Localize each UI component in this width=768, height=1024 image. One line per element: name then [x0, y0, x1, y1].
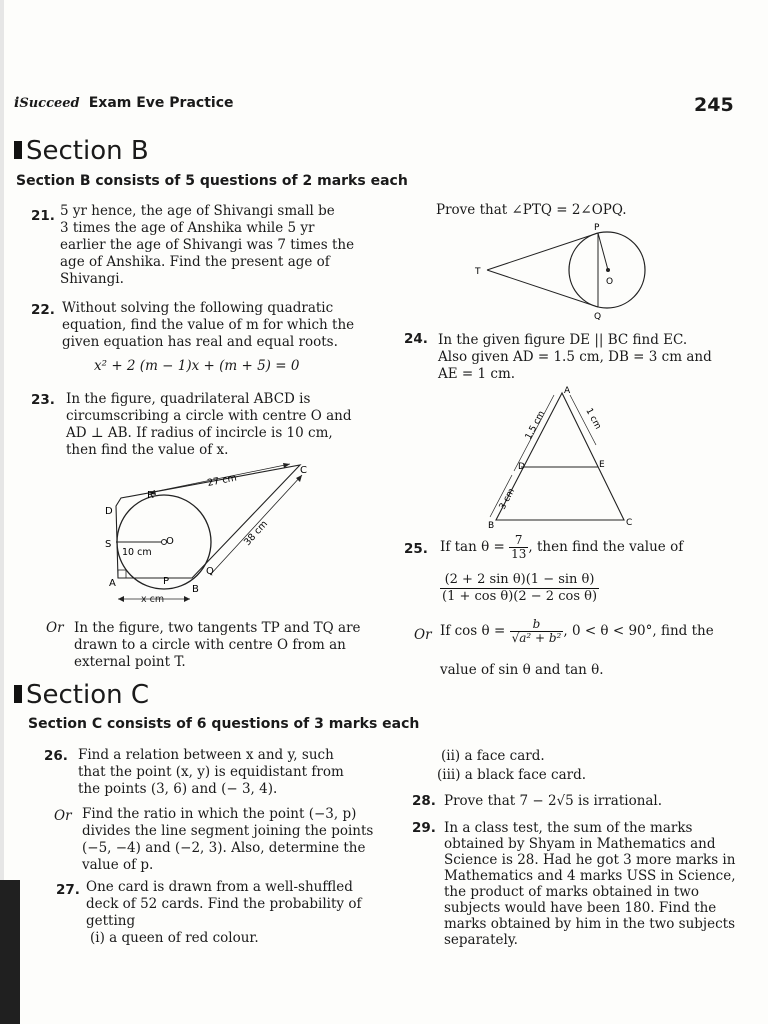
q23-line: AD ⊥ AB. If radius of incircle is 10 cm,	[66, 425, 333, 441]
q25-or-label: Or	[414, 627, 432, 643]
q29-number: 29.	[412, 820, 436, 836]
q27-part-ii: (ii) a face card.	[441, 748, 545, 764]
q29-line: Science is 28. Had he got 3 more marks in	[444, 852, 736, 868]
q26-or-text	[82, 806, 382, 874]
q27-text	[86, 879, 386, 930]
section-b-subtitle: Section B consists of 5 questions of 2 marks each	[16, 173, 408, 189]
q23-line: circumscribing a circle with centre O and	[66, 408, 352, 424]
centre-dot	[606, 268, 610, 272]
q25-post: , then find the value of	[528, 539, 684, 555]
q23-or-line: drawn to a circle with centre O from an	[74, 637, 346, 653]
q24-line: AE = 1 cm.	[438, 366, 516, 382]
label-p: P	[594, 223, 600, 233]
q25-number: 25.	[404, 541, 428, 557]
q24-text	[438, 332, 738, 383]
page-number: 245	[694, 94, 734, 116]
arrow-head-x-right	[184, 596, 190, 602]
q22-equation: x² + 2 (m − 1)x + (m + 5) = 0	[94, 358, 300, 374]
q29-line: separately.	[444, 932, 518, 948]
label-q: Q	[594, 312, 602, 322]
brand-succeed: Succeed	[19, 96, 80, 111]
label-d: D	[105, 506, 113, 517]
label-b: B	[192, 584, 199, 595]
q21-line: Shivangi.	[60, 271, 124, 287]
q26-number: 26.	[44, 748, 68, 764]
q25-fraction	[509, 534, 528, 561]
q26-text	[78, 747, 378, 798]
tangent-figure	[470, 222, 650, 322]
q26-or-line: Find the ratio in which the point (−3, p)	[82, 806, 357, 822]
q21-line: earlier the age of Shivangi was 7 times the	[60, 237, 355, 253]
label-p: P	[163, 576, 170, 587]
triangle-abc	[496, 393, 624, 520]
q28-number: 28.	[412, 793, 436, 809]
page-edge-shadow	[0, 0, 4, 1024]
len-27: 27 cm	[206, 472, 238, 489]
q23-number: 23.	[31, 392, 55, 408]
section-marker-icon	[14, 685, 22, 703]
label-r: R	[147, 490, 154, 501]
tangent-tq	[487, 270, 598, 307]
q24-line: In the given figure DE || BC find EC.	[438, 332, 688, 348]
q26-or-line: value of p.	[82, 857, 154, 873]
q23-or-label: Or	[46, 620, 64, 636]
q27-line: getting	[86, 913, 136, 929]
right-angle-mark	[118, 570, 126, 578]
q25-expr-d: (1 + cos θ)(2 − 2 cos θ)	[442, 589, 598, 604]
label-t: T	[475, 267, 481, 277]
arrow-head-x-left	[118, 596, 124, 602]
q25-or-fraction	[510, 618, 564, 645]
section-b-heading	[14, 136, 149, 166]
brand-i: i	[14, 95, 20, 111]
q21-line: 5 yr hence, the age of Shivangi small be	[60, 203, 335, 219]
q25-expression	[440, 572, 599, 605]
label-c: C	[300, 465, 307, 476]
q22-line: Without solving the following quadratic	[62, 300, 334, 316]
q25-or-line1	[440, 618, 740, 645]
q29-line: marks obtained by him in the two subjects	[444, 916, 736, 932]
q27-number: 27.	[56, 882, 80, 898]
label-b: B	[488, 521, 495, 530]
q25-or-line2: value of sin θ and tan θ.	[440, 662, 604, 678]
len-38: 38 cm	[242, 518, 271, 549]
q25-or-frac-n: b	[510, 618, 564, 632]
section-b-title: Section B	[26, 136, 149, 166]
q25-expr-frac	[440, 572, 599, 605]
len-10: 10 cm	[122, 547, 152, 558]
section-marker-icon	[14, 141, 22, 159]
q25-expr-n: (2 + 2 sin θ)(1 − sin θ)	[440, 572, 599, 589]
q23-or-line: external point T.	[74, 654, 186, 670]
q22-line: given equation has real and equal roots.	[62, 334, 338, 350]
q27-line: deck of 52 cards. Find the probability of	[86, 896, 362, 912]
q24-number: 24.	[404, 331, 428, 347]
q23-figure	[100, 458, 320, 608]
q27-part-i: (i) a queen of red colour.	[90, 930, 259, 946]
q21-line: 3 times the age of Anshika while 5 yr	[60, 220, 315, 236]
len-ad: 1.5 cm	[523, 409, 548, 442]
len-x: x cm	[141, 594, 165, 605]
q21-line: age of Anshika. Find the present age of	[60, 254, 330, 270]
label-d: D	[518, 462, 525, 472]
q26-line: Find a relation between x and y, such	[78, 747, 334, 763]
label-c: C	[626, 518, 633, 528]
q29-line: subjects would have been 180. Find the	[444, 900, 717, 916]
label-o: O	[166, 536, 174, 547]
q22-number: 22.	[31, 302, 55, 318]
segment-op	[598, 233, 608, 270]
q26-or-line: divides the line segment joining the points	[82, 823, 374, 839]
q21-number: 21.	[31, 208, 55, 224]
q27-part-iii: (iii) a black face card.	[437, 767, 587, 783]
q25-or-frac-d: √a² + b²	[511, 631, 562, 645]
q23-line: In the figure, quadrilateral ABCD is	[66, 391, 311, 407]
q22-line: equation, find the value of m for which the	[62, 317, 355, 333]
section-c-subtitle: Section C consists of 6 questions of 3 marks each	[28, 716, 420, 732]
q25-pre: If tan θ =	[440, 539, 505, 555]
q21-text	[60, 203, 370, 288]
q22-text	[62, 300, 372, 351]
q29-line: Mathematics and 4 marks USS in Science,	[444, 868, 736, 884]
q26-line: the points (3, 6) and (− 3, 4).	[78, 781, 278, 797]
scan-dark-corner	[0, 880, 20, 1024]
q23-line: then find the value of x.	[66, 442, 229, 458]
label-a: A	[109, 578, 116, 589]
header-title: Exam Eve Practice	[88, 95, 234, 111]
section-c-title: Section C	[26, 680, 150, 710]
q23-or-text	[74, 620, 374, 671]
q29-line: In a class test, the sum of the marks	[444, 820, 693, 836]
q29-line: obtained by Shyam in Mathematics and	[444, 836, 716, 852]
q25-frac-d: 13	[511, 547, 527, 561]
q27-line: One card is drawn from a well-shuffled	[86, 879, 353, 895]
header-brand	[14, 92, 234, 111]
section-c-heading	[14, 680, 149, 710]
label-o: O	[606, 277, 614, 287]
label-s: S	[105, 539, 112, 550]
label-a: A	[564, 386, 571, 396]
q29-line: the product of marks obtained in two	[444, 884, 699, 900]
label-e: E	[599, 460, 605, 470]
prove-text: Prove that ∠PTQ = 2∠OPQ.	[436, 202, 627, 218]
tangent-tp	[487, 233, 598, 270]
q26-or-label: Or	[54, 808, 72, 824]
label-q: Q	[206, 566, 214, 577]
q25-or-pre: If cos θ =	[440, 623, 506, 639]
q25-or-post: , 0 < θ < 90°, find the	[563, 623, 714, 639]
q23-text	[66, 391, 372, 459]
q24-figure	[482, 385, 642, 530]
len-db: 3 cm	[497, 487, 518, 512]
q23-or-line: In the figure, two tangents TP and TQ are	[74, 620, 361, 636]
q24-line: Also given AD = 1.5 cm, DB = 3 cm and	[438, 349, 712, 365]
len-ae: 1 cm	[583, 406, 603, 432]
q25-frac-n: 7	[509, 534, 528, 548]
q29-text	[444, 820, 744, 948]
q28-text: Prove that 7 − 2√5 is irrational.	[444, 793, 663, 809]
q26-or-line: (−5, −4) and (−2, 3). Also, determine the	[82, 840, 366, 856]
q25-line1	[440, 534, 740, 561]
q26-line: that the point (x, y) is equidistant from	[78, 764, 344, 780]
